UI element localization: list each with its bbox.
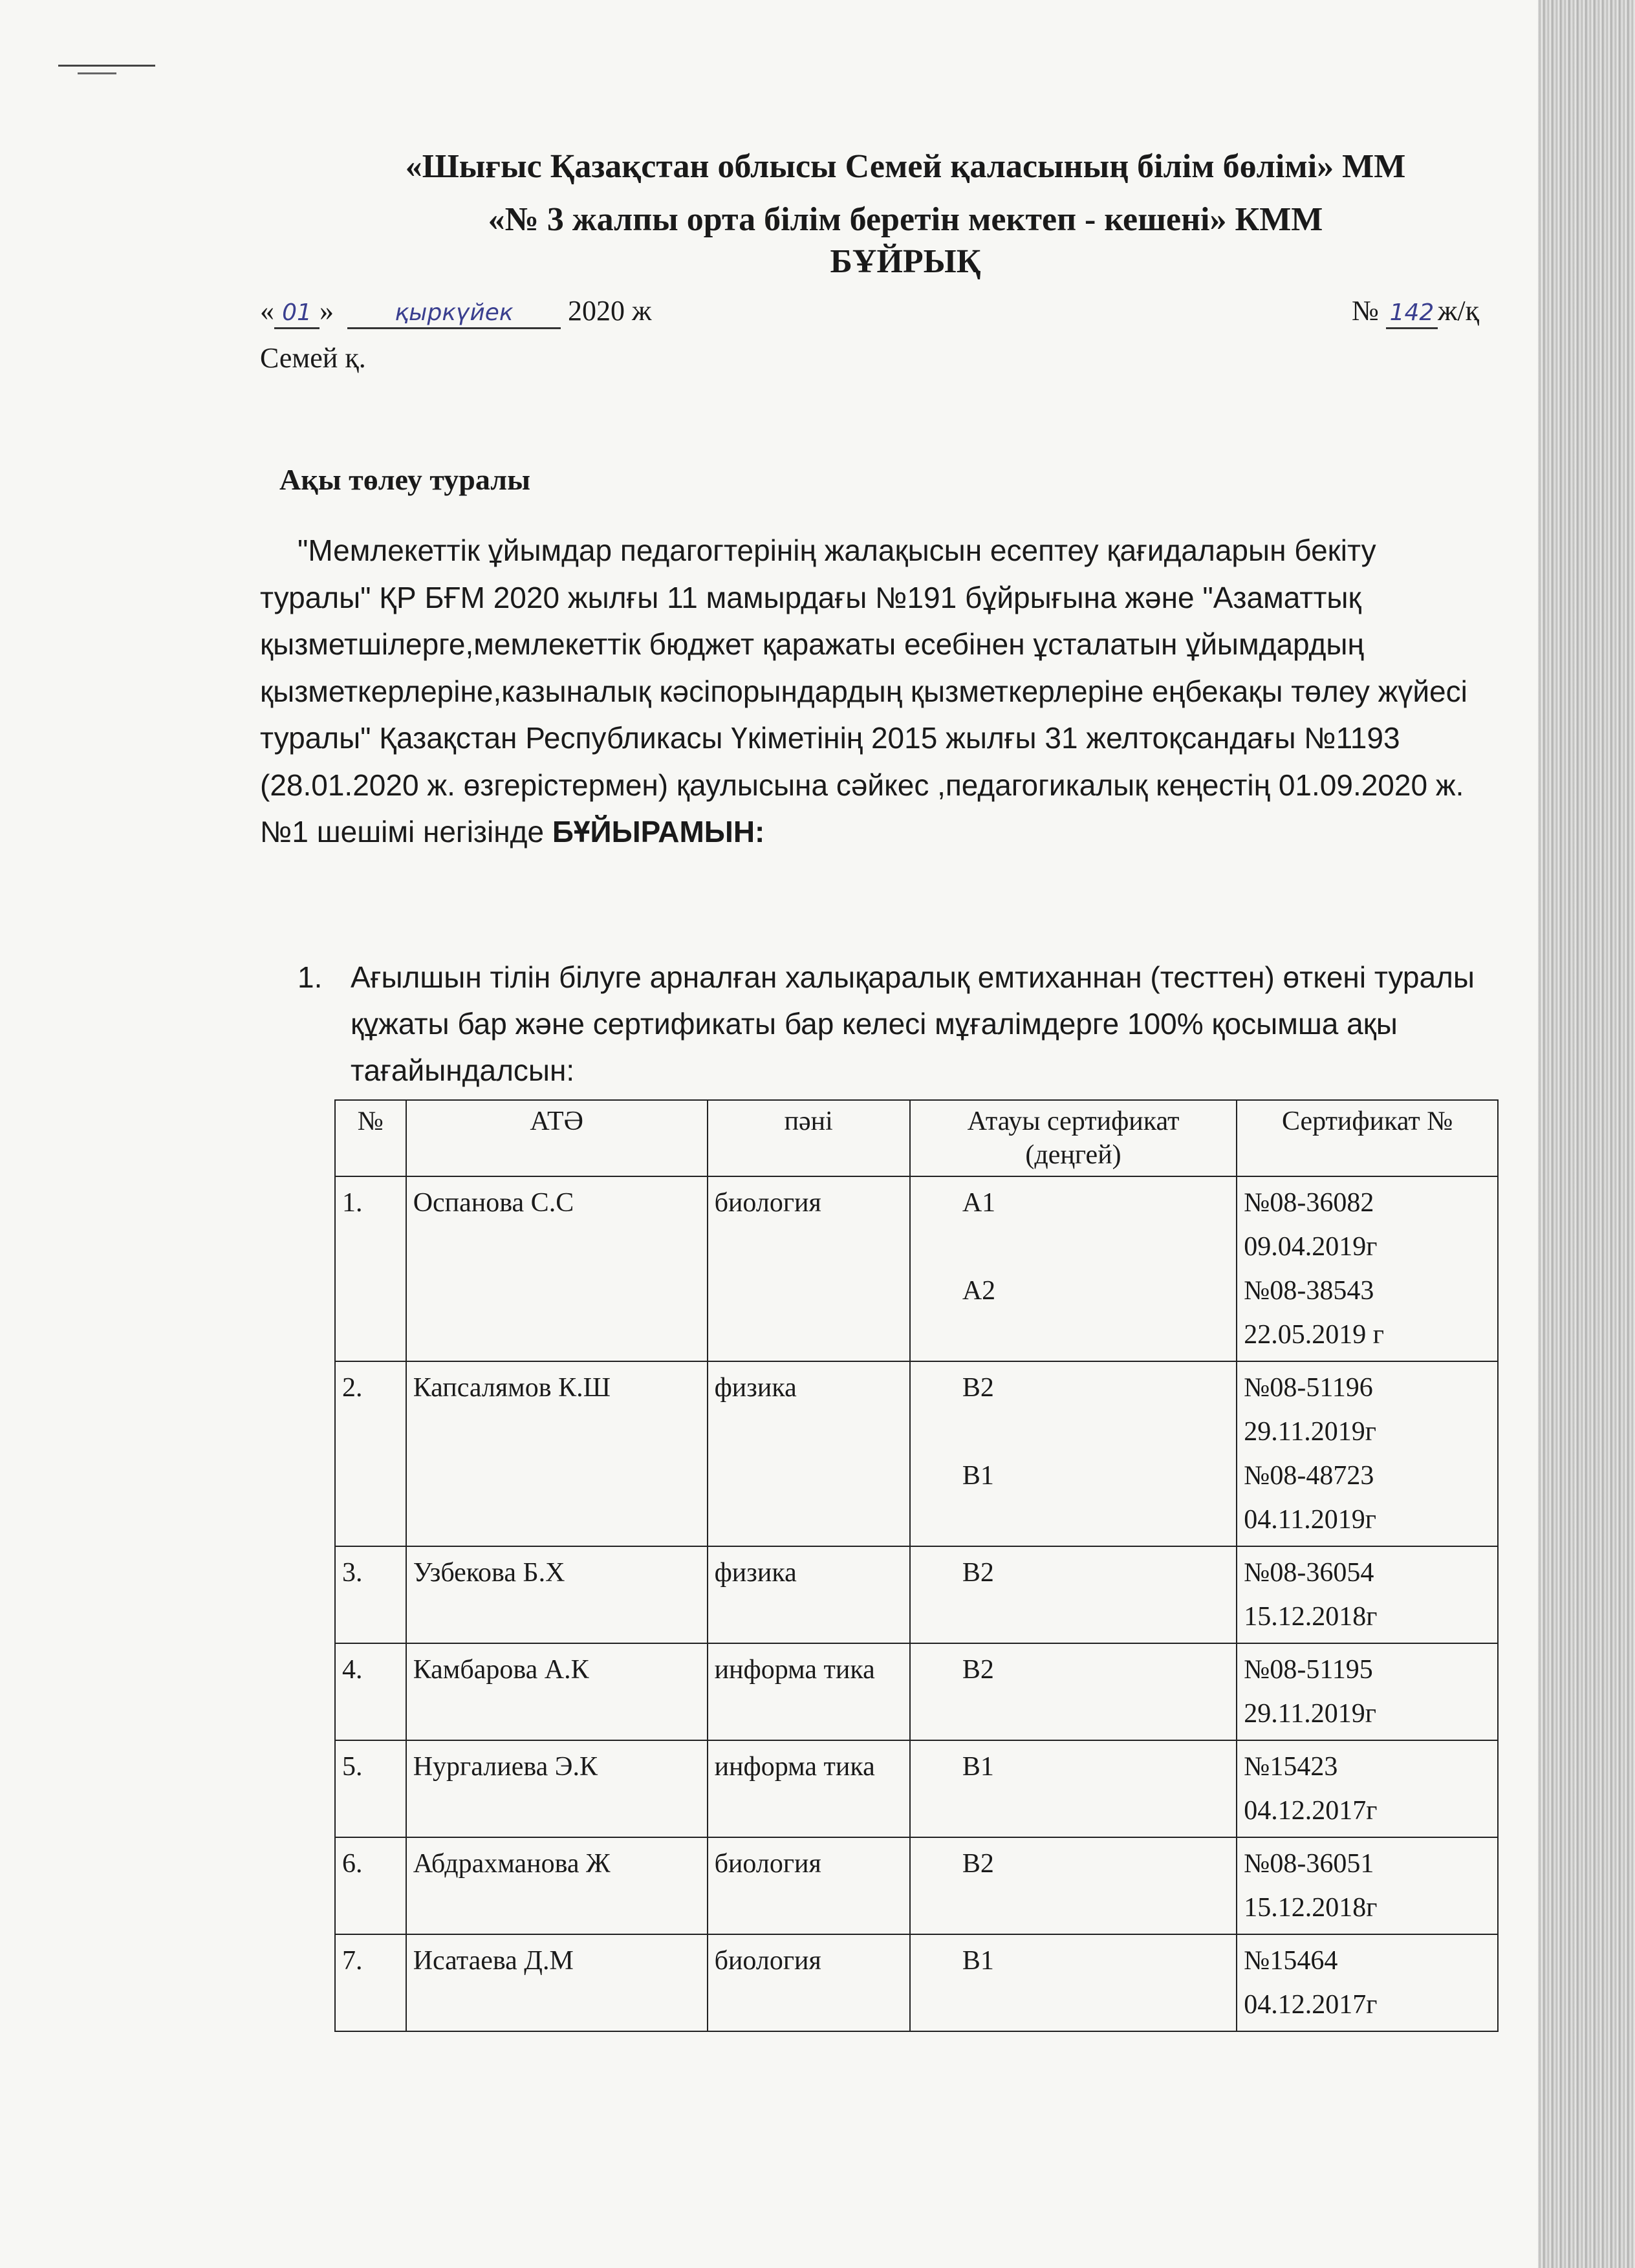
date-month-handwritten: қыркүйек bbox=[395, 299, 514, 326]
level-value: В1 bbox=[962, 1946, 994, 1976]
cell-num: 2. bbox=[335, 1361, 406, 1546]
table-row bbox=[335, 1837, 1498, 1934]
table-row bbox=[335, 1546, 1498, 1643]
cell-name: Узбекова Б.Х bbox=[406, 1546, 708, 1643]
cell-subject: биология bbox=[708, 1176, 910, 1361]
cell-level bbox=[910, 1176, 1237, 1361]
cert-number: №08-51195 bbox=[1244, 1655, 1373, 1685]
order-subject: Ақы төлеу туралы bbox=[279, 463, 531, 496]
table-row bbox=[335, 1934, 1498, 2031]
date-day-handwritten: 01 bbox=[282, 299, 312, 326]
cert-date: 09.04.2019г bbox=[1244, 1232, 1378, 1262]
table-header-row bbox=[335, 1100, 1498, 1176]
cell-name: Камбарова А.К bbox=[406, 1643, 708, 1740]
cell-level bbox=[910, 1546, 1237, 1643]
city: Семей қ. bbox=[260, 342, 366, 374]
cert-date: 29.11.2019г bbox=[1244, 1417, 1376, 1447]
scan-mark bbox=[58, 65, 155, 67]
number-handwritten: 142 bbox=[1389, 299, 1435, 326]
cell-num: 5. bbox=[335, 1740, 406, 1837]
cell-subject: физика bbox=[708, 1361, 910, 1546]
order-number bbox=[1352, 294, 1479, 329]
cell-cert bbox=[1237, 1546, 1498, 1643]
cell-name: Капсалямов К.Ш bbox=[406, 1361, 708, 1546]
level-value: В1 bbox=[962, 1752, 994, 1782]
cell-name: Нургалиева Э.К bbox=[406, 1740, 708, 1837]
certificates-table bbox=[334, 1099, 1499, 2032]
cert-date: 15.12.2018г bbox=[1244, 1602, 1378, 1632]
number-prefix: № bbox=[1352, 295, 1379, 327]
cell-subject: информа тика bbox=[708, 1643, 910, 1740]
cell-level bbox=[910, 1740, 1237, 1837]
cell-subject: информа тика bbox=[708, 1740, 910, 1837]
order-word: БҰЙЫРАМЫН: bbox=[552, 815, 765, 848]
cert-number: №15423 bbox=[1244, 1752, 1338, 1782]
cert-number: №08-51196 bbox=[1244, 1373, 1373, 1403]
header-num: № bbox=[335, 1100, 406, 1176]
cell-num: 7. bbox=[335, 1934, 406, 2031]
level-value: А1 bbox=[962, 1188, 996, 1218]
org-name-line2: «№ 3 жалпы орта білім беретін мектеп - кешені» КММ bbox=[488, 201, 1323, 238]
cert-date: 04.12.2017г bbox=[1244, 1990, 1378, 2020]
cert-number: №08-38543 bbox=[1244, 1276, 1374, 1306]
cert-number: №08-48723 bbox=[1244, 1461, 1374, 1491]
scan-mark-small bbox=[78, 72, 116, 74]
cell-level bbox=[910, 1643, 1237, 1740]
cert-number: №08-36082 bbox=[1244, 1188, 1374, 1218]
date-day bbox=[274, 294, 319, 329]
cert-date: 22.05.2019 г bbox=[1244, 1320, 1385, 1350]
cell-name: Оспанова С.С bbox=[406, 1176, 708, 1361]
cell-subject: физика bbox=[708, 1546, 910, 1643]
header-cert-number: Сертификат № bbox=[1237, 1100, 1498, 1176]
cert-number: №08-36054 bbox=[1244, 1558, 1374, 1588]
header-name: АТӘ bbox=[406, 1100, 708, 1176]
number-suffix: ж/қ bbox=[1437, 295, 1479, 327]
cell-cert bbox=[1237, 1740, 1498, 1837]
cert-date: 04.12.2017г bbox=[1244, 1796, 1378, 1826]
date-quote-close: » bbox=[319, 295, 334, 327]
cert-date: 29.11.2019г bbox=[1244, 1699, 1376, 1729]
level-value: В2 bbox=[962, 1655, 994, 1685]
cert-number: №08-36051 bbox=[1244, 1849, 1374, 1879]
scan-edge-shadow bbox=[1538, 0, 1635, 2268]
date-year: 2020 ж bbox=[568, 295, 652, 327]
org-name-line1: «Шығыс Қазақстан облысы Семей қаласының білім бөлімі» ММ bbox=[405, 148, 1406, 185]
preamble-text: "Мемлекеттік ұйымдар педагогтерінің жалақысын есептеу қағидаларын бекіту туралы" ҚР БҒМ 2020 жылғы 11 мамырдағы №191 бұйрығына және "Азаматтық қызметшілерге,мемлекеттік бюджет қаражаты есебінен ұсталатын ұйымдардың қызметкерлеріне,казыналық кәсіпорындардың қызметкерлеріне еңбекақы төлеу жүйесі туралы" Қазақстан Республикасы Үкіметінің 2015 жылғы 31 желтоқсандағы №1193 (28.01.2020 ж. өзгерістермен) қаулысына сәйкес ,педагогикалық кеңестің 01.09.2020 ж. №1 шешімі негізінде bbox=[260, 534, 1467, 848]
item-text: Ағылшын тілін білуге арналған халықаралық емтиханнан (тесттен) өткені туралы құжаты бар және сертификаты бар келесі мұғалімдерге 100% қосымша ақы тағайындалсын: bbox=[351, 960, 1475, 1087]
cell-cert bbox=[1237, 1643, 1498, 1740]
header-subject: пәні bbox=[708, 1100, 910, 1176]
level-value: В2 bbox=[962, 1558, 994, 1588]
order-date bbox=[260, 294, 651, 329]
cell-cert bbox=[1237, 1361, 1498, 1546]
table-row bbox=[335, 1176, 1498, 1361]
date-quote-open: « bbox=[260, 295, 274, 327]
cell-name: Абдрахманова Ж bbox=[406, 1837, 708, 1934]
header-level: Атауы сертификат (деңгей) bbox=[910, 1100, 1237, 1176]
cell-subject: биология bbox=[708, 1934, 910, 2031]
date-month bbox=[347, 294, 561, 329]
cell-num: 1. bbox=[335, 1176, 406, 1361]
table-row bbox=[335, 1643, 1498, 1740]
document-type: БҰЙРЫҚ bbox=[830, 243, 981, 280]
cell-cert bbox=[1237, 1934, 1498, 2031]
number-field bbox=[1386, 294, 1438, 329]
cert-date: 04.11.2019г bbox=[1244, 1505, 1376, 1535]
level-value: В2 bbox=[962, 1373, 994, 1403]
cert-date: 15.12.2018г bbox=[1244, 1893, 1378, 1923]
cert-number: №15464 bbox=[1244, 1946, 1338, 1976]
cell-level bbox=[910, 1934, 1237, 2031]
preamble-paragraph bbox=[260, 527, 1476, 856]
item-number: 1. bbox=[298, 960, 323, 994]
level-value: В1 bbox=[962, 1461, 994, 1491]
cell-level bbox=[910, 1837, 1237, 1934]
level-value: А2 bbox=[962, 1276, 996, 1306]
cell-cert bbox=[1237, 1176, 1498, 1361]
cell-num: 4. bbox=[335, 1643, 406, 1740]
table-row bbox=[335, 1740, 1498, 1837]
cell-num: 6. bbox=[335, 1837, 406, 1934]
cell-subject: биология bbox=[708, 1837, 910, 1934]
cell-name: Исатаева Д.М bbox=[406, 1934, 708, 2031]
cell-num: 3. bbox=[335, 1546, 406, 1643]
table-row bbox=[335, 1361, 1498, 1546]
cell-level bbox=[910, 1361, 1237, 1546]
cell-cert bbox=[1237, 1837, 1498, 1934]
level-value: В2 bbox=[962, 1849, 994, 1879]
